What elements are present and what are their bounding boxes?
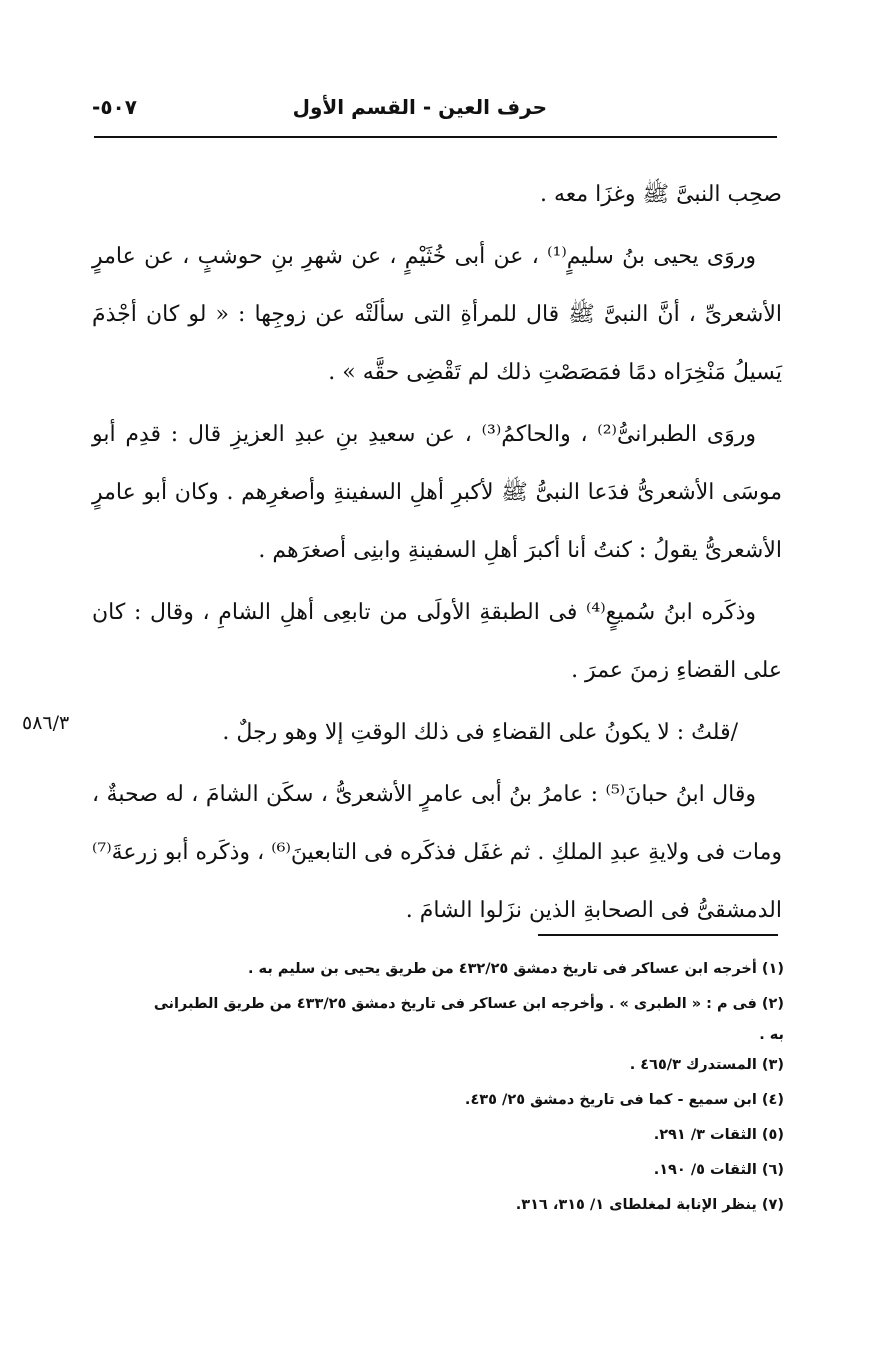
margin-reference: ٥٨٦/٣ [22, 712, 70, 734]
footnote-1: (١) أخرجه ابن عساكر فى تاريخ دمشق ٤٣٢/٢٥ من طريق يحيى بن سليم به . [247, 961, 784, 977]
header-rule [94, 136, 777, 138]
running-header [92, 92, 777, 128]
paragraph-5: /قلتُ : لا يكونُ على القضاءِ فى ذلك الوقتِ إلا وهو رجلٌ . [222, 720, 738, 745]
page-number: -٥٠٧ [92, 95, 137, 119]
footnotes [94, 952, 784, 1223]
paragraph-1: صحِب النبىَّ ﷺ وغزَا معه . [539, 182, 782, 207]
paragraph-3: وروَى الطبرانىُّ⁽²⁾ ، والحاكمُ⁽³⁾ ، عن سعيدِ بنِ عبدِ العزيزِ قال : قدِم أبو موسَى الأشعرىُّ فدَعا النبىُّ ﷺ لأكبرِ أهلِ السفينةِ وأصغرِهم . وكان أبو عامرٍ الأشعرىُّ يقولُ : كنتُ أنا أكبرَ أهلِ السفينةِ وابنِى أصغرَهم . [92, 422, 782, 563]
paragraph-4: وذكَره ابنُ سُميعٍ⁽⁴⁾ فى الطبقةِ الأولَى من تابعِى أهلِ الشامِ ، وقال : كان على القضاءِ زمنَ عمرَ . [92, 600, 782, 683]
footnote-separator [538, 934, 778, 936]
footnote-7: (٧) ينظر الإنابة لمغلطاى ١/ ٣١٥، ٣١٦. [515, 1197, 784, 1213]
footnote-4: (٤) ابن سميع - كما فى تاريخ دمشق ٢٥/ ٤٣٥. [464, 1092, 784, 1108]
paragraph-2: وروَى يحيى بنُ سليمٍ⁽¹⁾ ، عن أبى خُثَيْمٍ ، عن شهرِ بنِ حوشبٍ ، عن عامرٍ الأشعرىِّ ، أنَّ النبىَّ ﷺ قال للمرأةِ التى سألَتْه عن زوجِها : « لو كان أجْذمَ يَسيلُ مَنْخِرَاه دمًا فمَصَصْتِ ذلك لم تَقْضِى حقَّه » . [92, 244, 782, 385]
header-title: حرف العين - القسم الأول [292, 95, 547, 119]
footnote-3: (٣) المستدرك ٤٦٥/٣ . [629, 1057, 784, 1073]
footnote-2: (٢) فى م : « الطبرى » . وأخرجه ابن عساكر فى تاريخ دمشق ٤٣٣/٢٥ من طريق الطبرانى [153, 996, 784, 1012]
paragraph-6: وقال ابنُ حبانَ⁽⁵⁾ : عامرُ بنُ أبى عامرٍ الأشعرىُّ ، سكَن الشامَ ، له صحبةٌ ، ومات فى ولايةِ عبدِ الملكِ . ثم غفَل فذكَره فى التابعينَ⁽⁶⁾ ، وذكَره أبو زرعةَ⁽⁷⁾ الدمشقىُّ فى الصحابةِ الذين نزَلوا الشامَ . [92, 782, 782, 923]
footnote-5: (٥) الثقات ٣/ ٢٩١. [653, 1127, 784, 1143]
footnote-2-continuation: به . [759, 1027, 784, 1043]
main-text [92, 166, 782, 940]
footnote-6: (٦) الثقات ٥/ ١٩٠. [653, 1162, 784, 1178]
